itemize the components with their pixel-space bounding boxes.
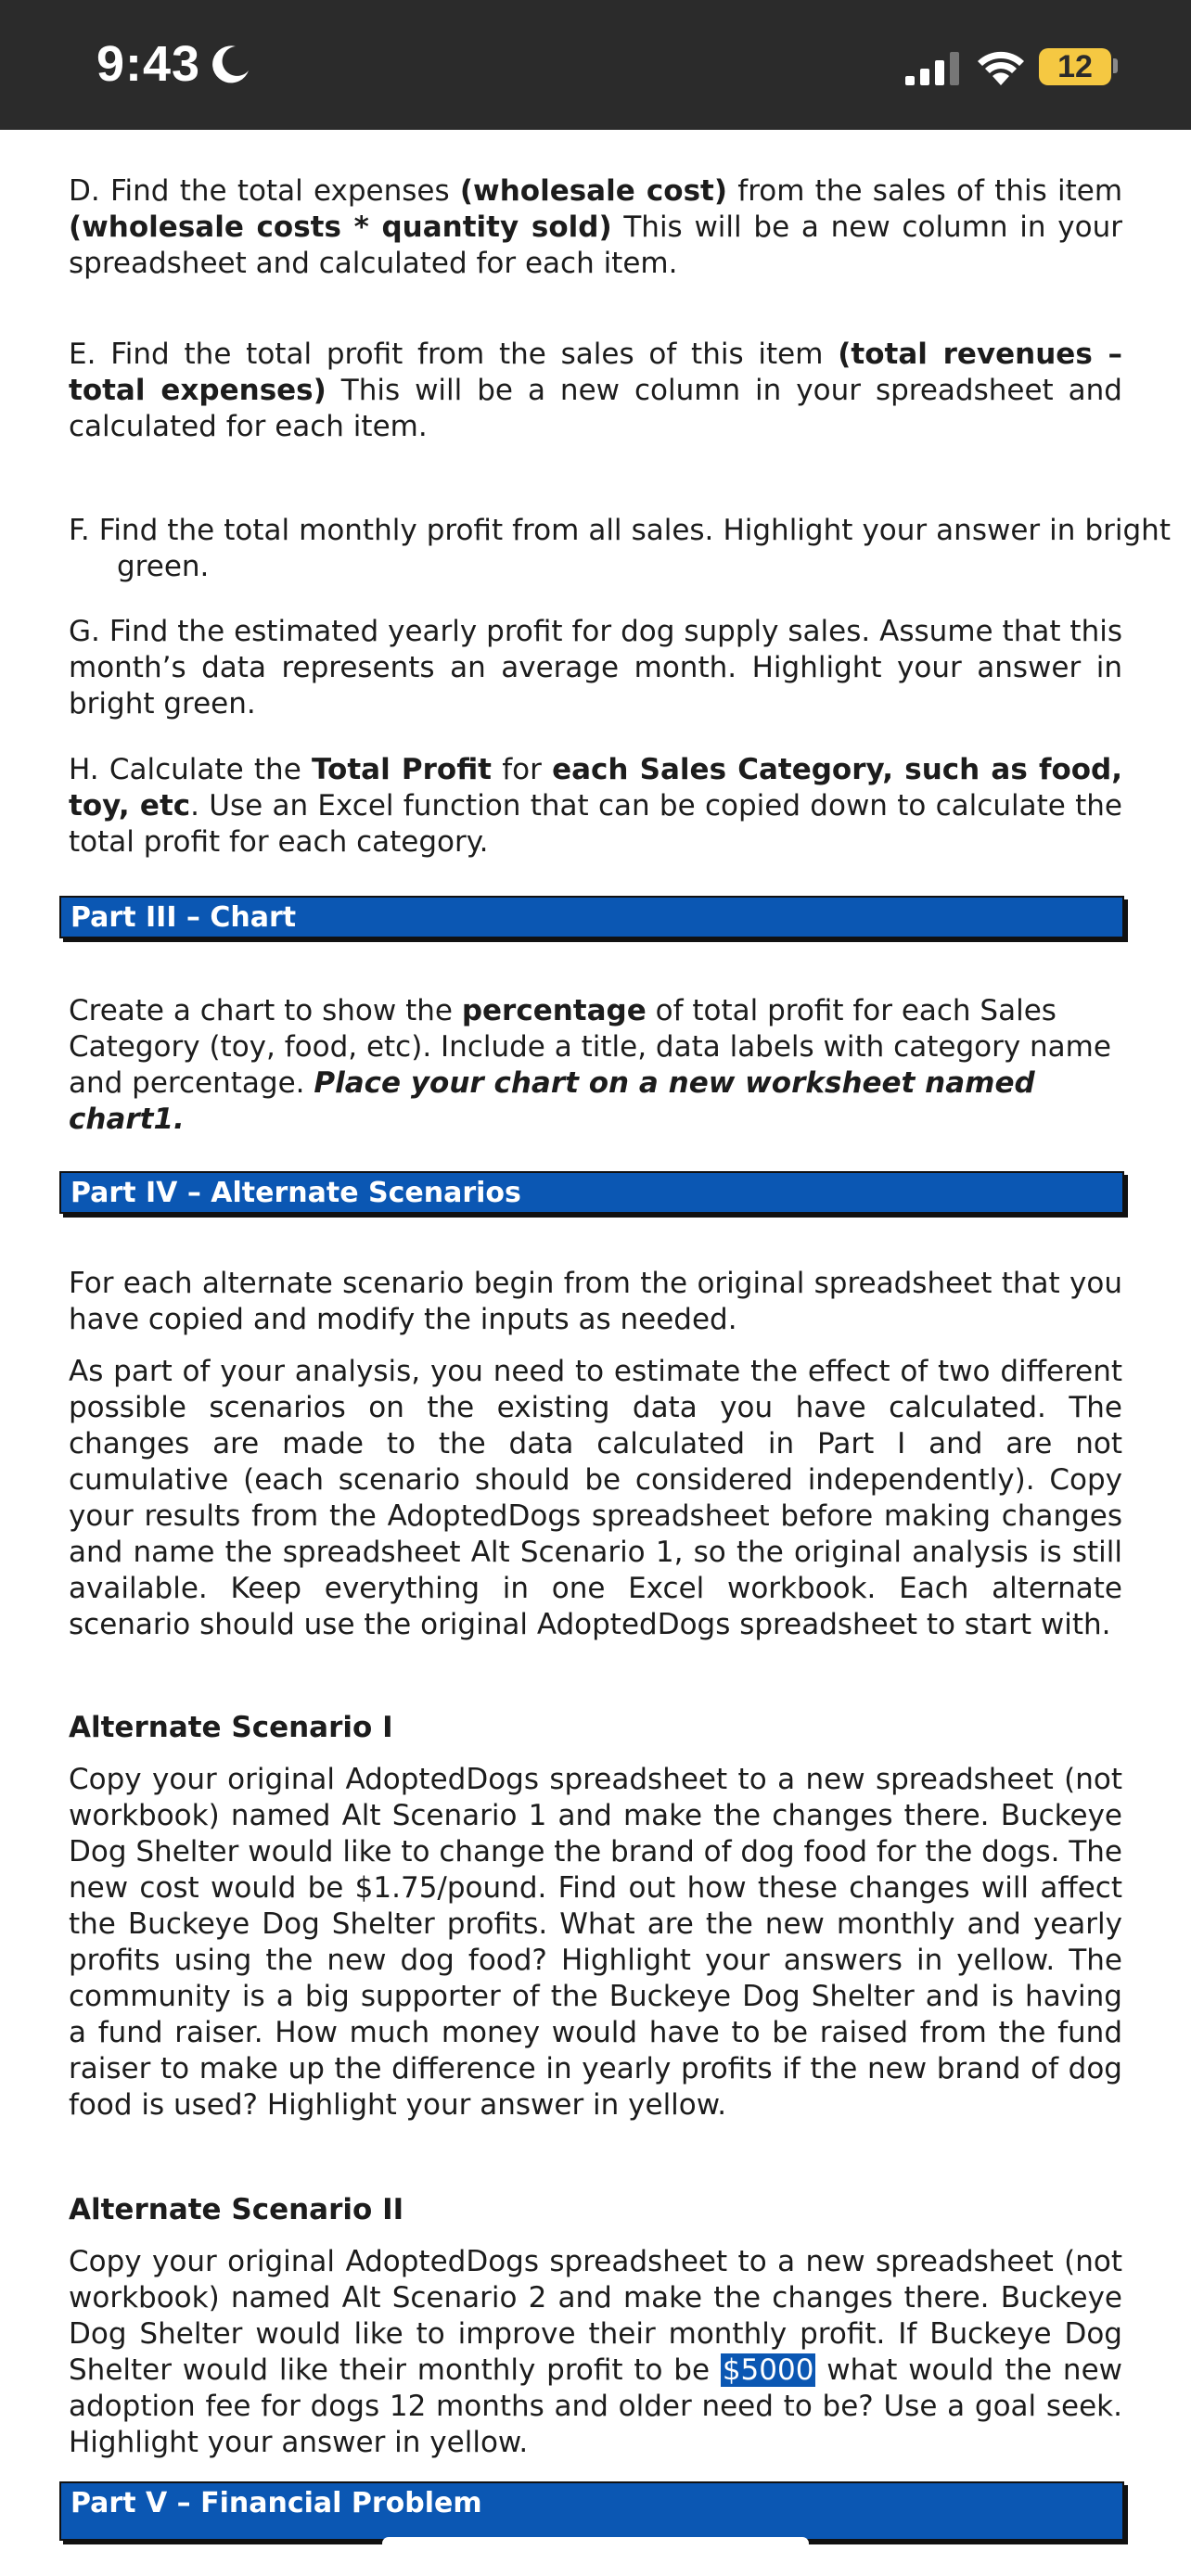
battery-icon: 12 [1039,48,1111,85]
paragraph-g: G. Find the estimated yearly profit for dog supply sales. Assume that this month’s data represents an average month. Highlight your answer in bright green. [69,615,1122,721]
home-indicator[interactable] [382,2537,809,2550]
cellular-signal-icon [903,52,963,85]
status-bar [0,0,1191,130]
section-header-part-4: Part IV – Alternate Scenarios [59,1171,1124,1214]
clock: 9:43 [96,36,201,92]
moon-icon [210,43,252,85]
paragraph-analysis: As part of your analysis, you need to estimate the effect of two different possible scenarios on the existing data you have calculated. The changes are made to the data calculated in Part I and are not cumulative (each scenario should be considered independently). Copy your results from the AdoptedDogs spreadsheet before making changes and name the spreadsheet Alt Scenario 1, so the original analysis is still available. Keep everything in one Excel workbook. Each alternate scenario should use the original AdoptedDogs spreadsheet to start with. [69,1355,1122,1641]
paragraph-d: D. Find the total expenses (wholesale cost) from the sales of this item (wholesale costs * quantity sold) This will be a new column in your spreadsheet and calculated for each item. [69,174,1123,280]
paragraph-alt-scenario-1: Copy your original AdoptedDogs spreadsheet to a new spreadsheet (not workbook) named Alt Scenario 1 and make the changes there. Buckeye Dog Shelter would like to change the brand of dog food for the dogs. The new cost would be $1.75/pound. Find out how these changes will affect the Buckeye Dog Shelter profits. What are the new monthly and yearly profits using the new dog food? Highlight your answers in yellow. The community is a big supporter of the Buckeye Dog Shelter and is having a fund raiser. How much money would have to be raised from the fund raiser to make up the difference in yearly profits if the new brand of dog food is used? Highlight your answer in yellow. [69,1763,1122,2122]
section-header-part-5: Part V – Financial Problem [59,2481,1124,2541]
wifi-icon [976,48,1026,85]
paragraph-chart: Create a chart to show the percentage of total profit for each Sales Category (toy, food, etc). Include a title, data labels with category name and percentage. Place your chart on a new worksheet named chart1. [69,994,1111,1136]
paragraph-f: F. Find the total monthly profit from all sales. Highlight your answer in bright green. [69,514,1171,583]
section-header-part-3: Part III – Chart [59,896,1124,938]
heading-alt-scenario-2: Alternate Scenario II [69,2193,404,2226]
battery-tip [1113,58,1118,73]
paragraph-e: E. Find the total profit from the sales of this item (total revenues – total expenses) This will be a new column in your spreadsheet and calculated for each item. [69,338,1122,443]
selected-text-highlight[interactable]: $5000 [722,2353,814,2387]
paragraph-scenario-intro: For each alternate scenario begin from the original spreadsheet that you have copied and modify the inputs as needed. [69,1267,1122,1336]
paragraph-h: H. Calculate the Total Profit for each Sales Category, such as food, toy, etc. Use an Excel function that can be copied down to calculate the total profit for each category. [69,753,1122,859]
paragraph-alt-scenario-2: Copy your original AdoptedDogs spreadsheet to a new spreadsheet (not workbook) named Alt Scenario 2 and make the changes there. Buckeye Dog Shelter would like to improve their monthly profit. If Buckeye Dog Shelter would like their monthly profit to be $5000 what would the new adoption fee for dogs 12 months and older need to be? Use a goal seek. Highlight your answer in yellow. [69,2245,1122,2459]
heading-alt-scenario-1: Alternate Scenario I [69,1711,393,1744]
